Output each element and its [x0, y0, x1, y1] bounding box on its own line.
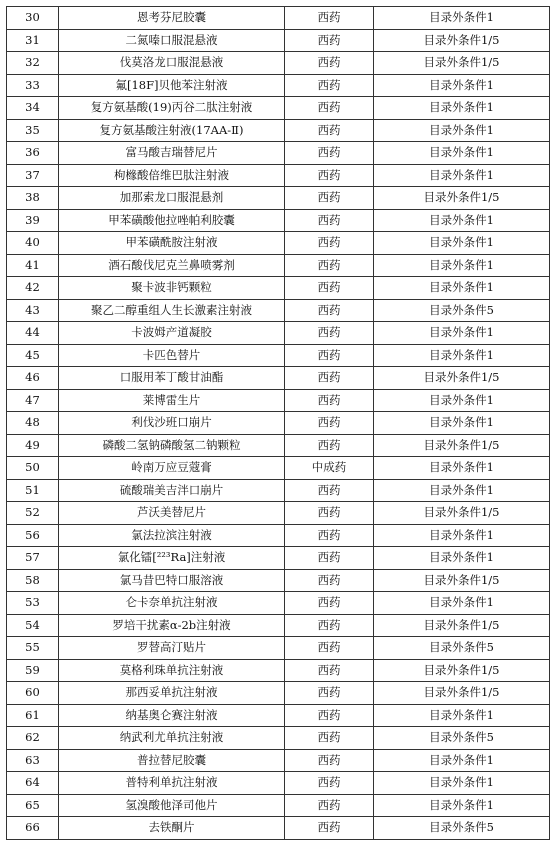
- drug-type-cell: 西药: [285, 119, 374, 142]
- row-number-cell: 44: [7, 322, 59, 345]
- drug-name-cell: 氢溴酸他泽司他片: [59, 794, 285, 817]
- drug-type-cell: 西药: [285, 299, 374, 322]
- condition-cell: 目录外条件1: [374, 119, 550, 142]
- row-number-cell: 41: [7, 254, 59, 277]
- row-number-cell: 66: [7, 817, 59, 840]
- table-row: [7, 727, 550, 750]
- drug-type-cell: 西药: [285, 389, 374, 412]
- row-number-cell: 51: [7, 479, 59, 502]
- condition-cell: 目录外条件1/5: [374, 29, 550, 52]
- row-number-cell: 62: [7, 727, 59, 750]
- table-row: [7, 367, 550, 390]
- row-number-cell: 45: [7, 344, 59, 367]
- drug-type-cell: 西药: [285, 232, 374, 255]
- drug-name-cell: 复方氨基酸(19)丙谷二肽注射液: [59, 97, 285, 120]
- drug-type-cell: 西药: [285, 592, 374, 615]
- drug-name-cell: 氟[18F]贝他苯注射液: [59, 74, 285, 97]
- drug-type-cell: 西药: [285, 277, 374, 300]
- row-number-cell: 43: [7, 299, 59, 322]
- table-row: [7, 794, 550, 817]
- drug-name-cell: 酒石酸伐尼克兰鼻喷雾剂: [59, 254, 285, 277]
- condition-cell: 目录外条件1/5: [374, 502, 550, 525]
- row-number-cell: 55: [7, 637, 59, 660]
- drug-type-cell: 西药: [285, 614, 374, 637]
- row-number-cell: 38: [7, 187, 59, 210]
- condition-cell: 目录外条件1: [374, 704, 550, 727]
- row-number-cell: 33: [7, 74, 59, 97]
- drug-name-cell: 硫酸瑞美吉泮口崩片: [59, 479, 285, 502]
- condition-cell: 目录外条件1: [374, 344, 550, 367]
- row-number-cell: 36: [7, 142, 59, 165]
- drug-type-cell: 西药: [285, 434, 374, 457]
- table-row: [7, 457, 550, 480]
- drug-type-cell: 中成药: [285, 457, 374, 480]
- row-number-cell: 34: [7, 97, 59, 120]
- drug-name-cell: 普特利单抗注射液: [59, 772, 285, 795]
- table-row: [7, 52, 550, 75]
- drug-name-cell: 富马酸吉瑞替尼片: [59, 142, 285, 165]
- drug-name-cell: 普拉替尼胶囊: [59, 749, 285, 772]
- condition-cell: 目录外条件1: [374, 547, 550, 570]
- drug-type-cell: 西药: [285, 704, 374, 727]
- condition-cell: 目录外条件1: [374, 479, 550, 502]
- row-number-cell: 50: [7, 457, 59, 480]
- drug-name-cell: 氯法拉滨注射液: [59, 524, 285, 547]
- drug-type-cell: 西药: [285, 52, 374, 75]
- drug-name-cell: 罗培干扰素α-2b注射液: [59, 614, 285, 637]
- table-row: [7, 749, 550, 772]
- drug-name-cell: 恩考芬尼胶囊: [59, 7, 285, 30]
- row-number-cell: 37: [7, 164, 59, 187]
- table-row: [7, 659, 550, 682]
- row-number-cell: 48: [7, 412, 59, 435]
- condition-cell: 目录外条件1/5: [374, 569, 550, 592]
- drug-type-cell: 西药: [285, 142, 374, 165]
- drug-name-cell: 那西妥单抗注射液: [59, 682, 285, 705]
- table-row: [7, 637, 550, 660]
- table-row: [7, 614, 550, 637]
- condition-cell: 目录外条件5: [374, 817, 550, 840]
- table-row: [7, 97, 550, 120]
- table-row: [7, 7, 550, 30]
- drug-name-cell: 仑卡奈单抗注射液: [59, 592, 285, 615]
- drug-name-cell: 聚卡波非钙颗粒: [59, 277, 285, 300]
- condition-cell: 目录外条件1: [374, 592, 550, 615]
- drug-name-cell: 卡波姆产道凝胶: [59, 322, 285, 345]
- table-row: [7, 524, 550, 547]
- table-row: [7, 119, 550, 142]
- table-row: [7, 142, 550, 165]
- table-row: [7, 209, 550, 232]
- row-number-cell: 31: [7, 29, 59, 52]
- table-row: [7, 277, 550, 300]
- condition-cell: 目录外条件1: [374, 254, 550, 277]
- table-row: [7, 772, 550, 795]
- row-number-cell: 42: [7, 277, 59, 300]
- condition-cell: 目录外条件5: [374, 299, 550, 322]
- drug-name-cell: 岭南万应豆蔻膏: [59, 457, 285, 480]
- drug-name-cell: 复方氨基酸注射液(17AA-Ⅱ): [59, 119, 285, 142]
- drug-name-cell: 二氮嗪口服混悬液: [59, 29, 285, 52]
- drug-name-cell: 去铁酮片: [59, 817, 285, 840]
- drug-type-cell: 西药: [285, 187, 374, 210]
- row-number-cell: 60: [7, 682, 59, 705]
- drug-name-cell: 氯化镭[²²³Ra]注射液: [59, 547, 285, 570]
- row-number-cell: 56: [7, 524, 59, 547]
- row-number-cell: 47: [7, 389, 59, 412]
- drug-name-cell: 伐莫洛龙口服混悬液: [59, 52, 285, 75]
- table-row: [7, 74, 550, 97]
- condition-cell: 目录外条件1: [374, 277, 550, 300]
- table-body: [7, 7, 550, 840]
- table-row: [7, 704, 550, 727]
- row-number-cell: 52: [7, 502, 59, 525]
- condition-cell: 目录外条件1/5: [374, 614, 550, 637]
- condition-cell: 目录外条件1/5: [374, 434, 550, 457]
- row-number-cell: 40: [7, 232, 59, 255]
- condition-cell: 目录外条件1: [374, 794, 550, 817]
- row-number-cell: 32: [7, 52, 59, 75]
- table-row: [7, 344, 550, 367]
- row-number-cell: 30: [7, 7, 59, 30]
- condition-cell: 目录外条件1/5: [374, 659, 550, 682]
- row-number-cell: 46: [7, 367, 59, 390]
- condition-cell: 目录外条件1/5: [374, 367, 550, 390]
- drug-type-cell: 西药: [285, 97, 374, 120]
- table-row: [7, 502, 550, 525]
- row-number-cell: 39: [7, 209, 59, 232]
- drug-list-table: [6, 6, 550, 840]
- drug-name-cell: 甲苯磺酰胺注射液: [59, 232, 285, 255]
- condition-cell: 目录外条件1: [374, 232, 550, 255]
- drug-type-cell: 西药: [285, 502, 374, 525]
- table-row: [7, 434, 550, 457]
- row-number-cell: 61: [7, 704, 59, 727]
- row-number-cell: 63: [7, 749, 59, 772]
- condition-cell: 目录外条件1/5: [374, 187, 550, 210]
- drug-type-cell: 西药: [285, 817, 374, 840]
- drug-type-cell: 西药: [285, 727, 374, 750]
- drug-name-cell: 氯马昔巴特口服溶液: [59, 569, 285, 592]
- drug-type-cell: 西药: [285, 794, 374, 817]
- table-row: [7, 682, 550, 705]
- drug-type-cell: 西药: [285, 547, 374, 570]
- table-row: [7, 254, 550, 277]
- drug-type-cell: 西药: [285, 412, 374, 435]
- drug-name-cell: 莱博雷生片: [59, 389, 285, 412]
- condition-cell: 目录外条件1: [374, 164, 550, 187]
- drug-type-cell: 西药: [285, 254, 374, 277]
- drug-name-cell: 芦沃美替尼片: [59, 502, 285, 525]
- table-row: [7, 569, 550, 592]
- drug-type-cell: 西药: [285, 659, 374, 682]
- drug-type-cell: 西药: [285, 637, 374, 660]
- condition-cell: 目录外条件1: [374, 74, 550, 97]
- drug-type-cell: 西药: [285, 569, 374, 592]
- table-row: [7, 592, 550, 615]
- drug-type-cell: 西药: [285, 209, 374, 232]
- row-number-cell: 54: [7, 614, 59, 637]
- row-number-cell: 57: [7, 547, 59, 570]
- drug-type-cell: 西药: [285, 682, 374, 705]
- drug-type-cell: 西药: [285, 344, 374, 367]
- drug-name-cell: 纳基奥仑赛注射液: [59, 704, 285, 727]
- drug-type-cell: 西药: [285, 164, 374, 187]
- drug-name-cell: 口服用苯丁酸甘油酯: [59, 367, 285, 390]
- row-number-cell: 58: [7, 569, 59, 592]
- table-row: [7, 299, 550, 322]
- row-number-cell: 59: [7, 659, 59, 682]
- condition-cell: 目录外条件1: [374, 524, 550, 547]
- drug-name-cell: 聚乙二醇重组人生长激素注射液: [59, 299, 285, 322]
- table-row: [7, 412, 550, 435]
- table-row: [7, 29, 550, 52]
- drug-name-cell: 莫格利珠单抗注射液: [59, 659, 285, 682]
- row-number-cell: 64: [7, 772, 59, 795]
- drug-name-cell: 枸橼酸倍维巴肽注射液: [59, 164, 285, 187]
- row-number-cell: 49: [7, 434, 59, 457]
- drug-type-cell: 西药: [285, 772, 374, 795]
- drug-name-cell: 卡匹色替片: [59, 344, 285, 367]
- condition-cell: 目录外条件1/5: [374, 682, 550, 705]
- table-row: [7, 322, 550, 345]
- condition-cell: 目录外条件1: [374, 209, 550, 232]
- condition-cell: 目录外条件5: [374, 637, 550, 660]
- table-row: [7, 547, 550, 570]
- row-number-cell: 65: [7, 794, 59, 817]
- drug-name-cell: 罗替高汀贴片: [59, 637, 285, 660]
- row-number-cell: 53: [7, 592, 59, 615]
- condition-cell: 目录外条件1: [374, 749, 550, 772]
- condition-cell: 目录外条件1: [374, 322, 550, 345]
- drug-type-cell: 西药: [285, 524, 374, 547]
- table-row: [7, 232, 550, 255]
- table-row: [7, 817, 550, 840]
- condition-cell: 目录外条件5: [374, 727, 550, 750]
- drug-type-cell: 西药: [285, 7, 374, 30]
- drug-type-cell: 西药: [285, 367, 374, 390]
- drug-name-cell: 加那索龙口服混悬剂: [59, 187, 285, 210]
- table-row: [7, 187, 550, 210]
- condition-cell: 目录外条件1/5: [374, 52, 550, 75]
- drug-type-cell: 西药: [285, 29, 374, 52]
- condition-cell: 目录外条件1: [374, 412, 550, 435]
- condition-cell: 目录外条件1: [374, 97, 550, 120]
- condition-cell: 目录外条件1: [374, 457, 550, 480]
- drug-type-cell: 西药: [285, 749, 374, 772]
- drug-type-cell: 西药: [285, 74, 374, 97]
- drug-name-cell: 磷酸二氢钠磷酸氢二钠颗粒: [59, 434, 285, 457]
- row-number-cell: 35: [7, 119, 59, 142]
- table-row: [7, 389, 550, 412]
- condition-cell: 目录外条件1: [374, 7, 550, 30]
- drug-type-cell: 西药: [285, 322, 374, 345]
- condition-cell: 目录外条件1: [374, 389, 550, 412]
- condition-cell: 目录外条件1: [374, 142, 550, 165]
- drug-name-cell: 利伐沙班口崩片: [59, 412, 285, 435]
- drug-name-cell: 甲苯磺酸他拉唑帕利胶囊: [59, 209, 285, 232]
- table-row: [7, 479, 550, 502]
- drug-name-cell: 纳武利尤单抗注射液: [59, 727, 285, 750]
- table-row: [7, 164, 550, 187]
- condition-cell: 目录外条件1: [374, 772, 550, 795]
- drug-type-cell: 西药: [285, 479, 374, 502]
